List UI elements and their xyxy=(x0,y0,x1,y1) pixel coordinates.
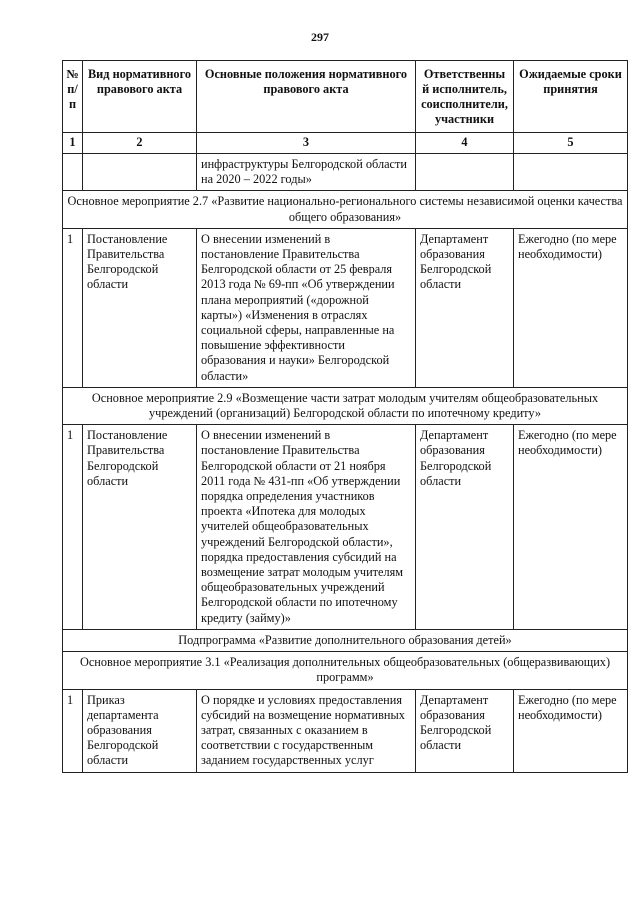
header-act-type: Вид нормативного правового акта xyxy=(83,61,197,133)
subprogram-heading-row xyxy=(63,629,628,651)
act-terms: Ежегодно (по мере необходимости) xyxy=(514,228,628,387)
column-number: 2 xyxy=(83,133,197,154)
table-row xyxy=(63,689,628,772)
row-number: 1 xyxy=(63,689,83,772)
act-type: Постановление Правительства Белгородской области xyxy=(83,228,197,387)
column-number: 3 xyxy=(197,133,416,154)
column-number: 4 xyxy=(416,133,514,154)
table-header-row xyxy=(63,61,628,133)
section-heading-row xyxy=(63,191,628,228)
column-numbers-row xyxy=(63,133,628,154)
header-number: № п/п xyxy=(63,61,83,133)
section-heading: Основное мероприятие 2.9 «Возмещение части затрат молодым учителям общеобразовательных учреждений (организаций) Белгородской области по ипотечному кредиту» xyxy=(63,387,628,424)
section-heading: Основное мероприятие 3.1 «Реализация дополнительных общеобразовательных (общеразвивающих) программ» xyxy=(63,652,628,689)
act-terms: Ежегодно (по мере необходимости) xyxy=(514,425,628,630)
act-type: Приказ департамента образования Белгородской области xyxy=(83,689,197,772)
act-terms: Ежегодно (по мере необходимости) xyxy=(514,689,628,772)
section-heading-row xyxy=(63,387,628,424)
act-responsible: Департамент образования Белгородской области xyxy=(416,425,514,630)
section-heading: Основное мероприятие 2.7 «Развитие национально-регионального системы независимой оценки качества общего образования» xyxy=(63,191,628,228)
section-heading-row xyxy=(63,652,628,689)
act-type: Постановление Правительства Белгородской области xyxy=(83,425,197,630)
column-number: 1 xyxy=(63,133,83,154)
act-content: О внесении изменений в постановление Правительства Белгородской области от 25 февраля 2013 года № 69-пп «Об утверждении плана мероприятий («дорожной карты») «Изменения в отраслях социальной сферы, направленные на повышение эффективности образования и науки» Белгородской области» xyxy=(197,228,416,387)
act-responsible: Департамент образования Белгородской области xyxy=(416,228,514,387)
header-responsible: Ответственны й исполнитель, соисполнители, участники xyxy=(416,61,514,133)
table-row xyxy=(63,425,628,630)
act-content: О порядке и условиях предоставления субсидий на возмещение нормативных затрат, связанных с оказанием в соответствии с государственным заданием государственных услуг xyxy=(197,689,416,772)
header-terms: Ожидаемые сроки принятия xyxy=(514,61,628,133)
table-row xyxy=(63,228,628,387)
act-content: О внесении изменений в постановление Правительства Белгородской области от 21 ноября 2011 года № 431-пп «Об утверждении порядка определения участников проекта «Ипотека для молодых учителей общеобразовательных учреждений Белгородской области», порядка предоставления субсидий на возмещение затрат молодым учителям общеобразовательных учреждений Белгородской области по ипотечному кредиту (займу)» xyxy=(197,425,416,630)
subprogram-heading: Подпрограмма «Развитие дополнительного образования детей» xyxy=(63,629,628,651)
row-number: 1 xyxy=(63,425,83,630)
continuation-row xyxy=(63,154,628,191)
continuation-text: инфраструктуры Белгородской области на 2020 – 2022 годы» xyxy=(197,154,416,191)
row-number: 1 xyxy=(63,228,83,387)
normative-acts-table xyxy=(62,60,628,773)
header-provisions: Основные положения нормативного правового акта xyxy=(197,61,416,133)
column-number: 5 xyxy=(514,133,628,154)
page-number: 297 xyxy=(311,30,329,44)
act-responsible: Департамент образования Белгородской области xyxy=(416,689,514,772)
